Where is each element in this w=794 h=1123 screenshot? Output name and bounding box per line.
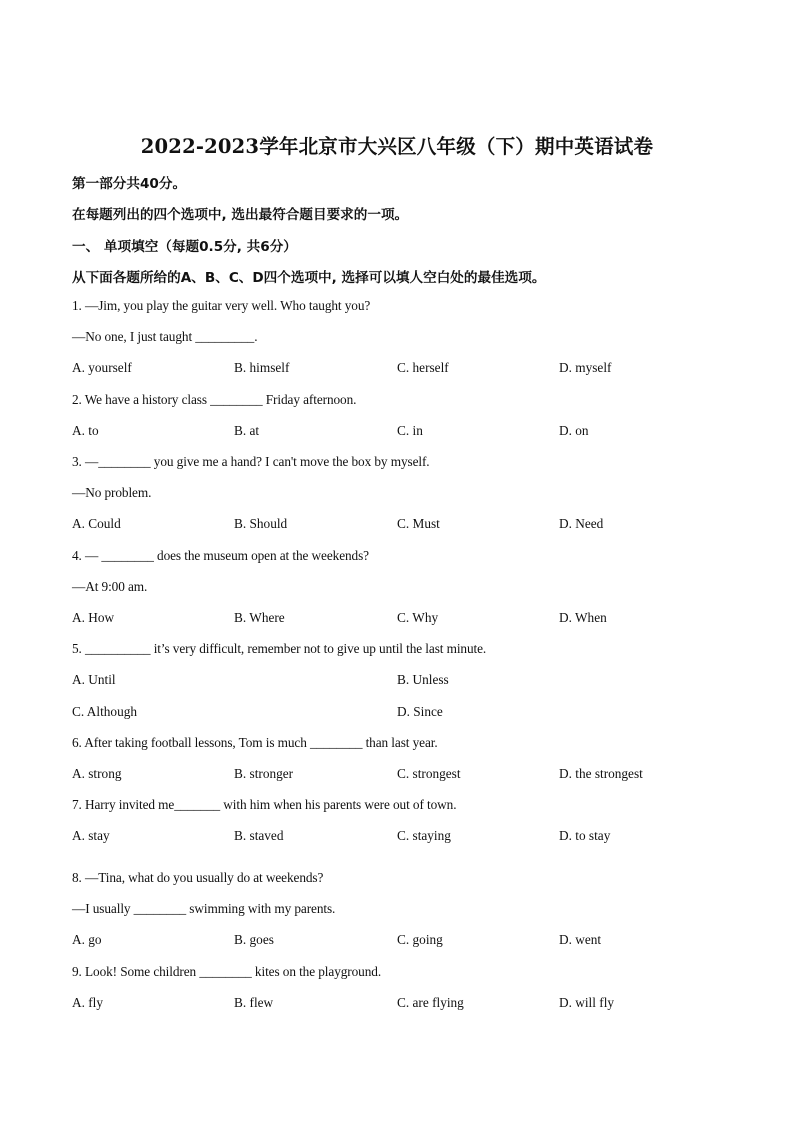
option-d[interactable]: D. When <box>559 610 607 625</box>
option-c[interactable]: C. in <box>397 423 423 438</box>
option-a[interactable]: A. to <box>72 423 99 438</box>
question-8-stem: 8. —Tina, what do you usually do at weekends? <box>72 870 324 885</box>
question-4-options <box>0 610 794 628</box>
option-a[interactable]: A. go <box>72 932 102 947</box>
question-7-options <box>0 828 794 846</box>
question-5-options-row-1 <box>0 672 794 690</box>
question-6-options <box>0 766 794 784</box>
option-b[interactable]: B. Should <box>234 516 288 531</box>
option-c[interactable]: C. strongest <box>397 766 461 781</box>
part-header: 第一部分共40分。 <box>72 176 187 192</box>
option-a[interactable]: A. stay <box>72 828 110 843</box>
option-b[interactable]: B. Unless <box>397 672 449 687</box>
option-d[interactable]: D. Since <box>397 704 443 719</box>
question-2-options <box>0 423 794 441</box>
option-b[interactable]: B. himself <box>234 360 290 375</box>
option-c[interactable]: C. are flying <box>397 995 464 1010</box>
question-1-options <box>0 360 794 378</box>
option-c[interactable]: C. Although <box>72 704 138 719</box>
option-b[interactable]: B. goes <box>234 932 274 947</box>
page-title: 2022-2023学年北京市大兴区八年级（下）期中英语试卷 <box>140 135 654 158</box>
question-3-options <box>0 516 794 534</box>
option-b[interactable]: B. flew <box>234 995 274 1010</box>
question-1-answer-line: —No one, I just taught _________. <box>72 329 258 344</box>
question-7-stem: 7. Harry invited me_______ with him when his parents were out of town. <box>72 797 457 812</box>
option-d[interactable]: D. the strongest <box>559 766 643 781</box>
instruction-text: 在每题列出的四个选项中, 选出最符合题目要求的一项。 <box>72 207 409 223</box>
option-c[interactable]: C. herself <box>397 360 449 375</box>
option-c[interactable]: C. Why <box>397 610 439 625</box>
question-8-answer-line: —I usually ________ swimming with my parents. <box>72 901 336 916</box>
section-description: 从下面各题所给的A、B、C、D四个选项中, 选择可以填人空白处的最佳选项。 <box>72 270 546 286</box>
question-3-stem: 3. —________ you give me a hand? I can't move the box by myself. <box>72 454 430 469</box>
option-d[interactable]: D. on <box>559 423 589 438</box>
option-a[interactable]: A. strong <box>72 766 122 781</box>
option-a[interactable]: A. yourself <box>72 360 132 375</box>
question-6-stem: 6. After taking football lessons, Tom is much ________ than last year. <box>72 735 438 750</box>
question-9-stem: 9. Look! Some children ________ kites on the playground. <box>72 964 382 979</box>
option-d[interactable]: D. myself <box>559 360 612 375</box>
option-d[interactable]: D. Need <box>559 516 604 531</box>
option-a[interactable]: A. How <box>72 610 115 625</box>
question-1-stem: 1. —Jim, you play the guitar very well. Who taught you? <box>72 298 371 313</box>
option-b[interactable]: B. at <box>234 423 260 438</box>
option-c[interactable]: C. going <box>397 932 443 947</box>
option-d[interactable]: D. will fly <box>559 995 615 1010</box>
question-8-options <box>0 932 794 950</box>
option-b[interactable]: B. stronger <box>234 766 294 781</box>
question-9-options <box>0 995 794 1013</box>
question-5-options-row-2 <box>0 704 794 722</box>
option-c[interactable]: C. Must <box>397 516 440 531</box>
section-header: 一、 单项填空（每题0.5分, 共6分） <box>72 239 297 255</box>
option-b[interactable]: B. staved <box>234 828 284 843</box>
option-a[interactable]: A. fly <box>72 995 104 1010</box>
question-4-answer-line: —At 9:00 am. <box>72 579 148 594</box>
question-4-stem: 4. — ________ does the museum open at the weekends? <box>72 548 369 563</box>
option-a[interactable]: A. Could <box>72 516 121 531</box>
question-5-stem: 5. __________ it’s very difficult, remember not to give up until the last minute. <box>72 641 487 656</box>
option-c[interactable]: C. staying <box>397 828 451 843</box>
option-d[interactable]: D. to stay <box>559 828 611 843</box>
question-3-answer-line: —No problem. <box>72 485 152 500</box>
option-b[interactable]: B. Where <box>234 610 285 625</box>
option-a[interactable]: A. Until <box>72 672 116 687</box>
option-d[interactable]: D. went <box>559 932 602 947</box>
question-2-stem: 2. We have a history class ________ Friday afternoon. <box>72 392 357 407</box>
